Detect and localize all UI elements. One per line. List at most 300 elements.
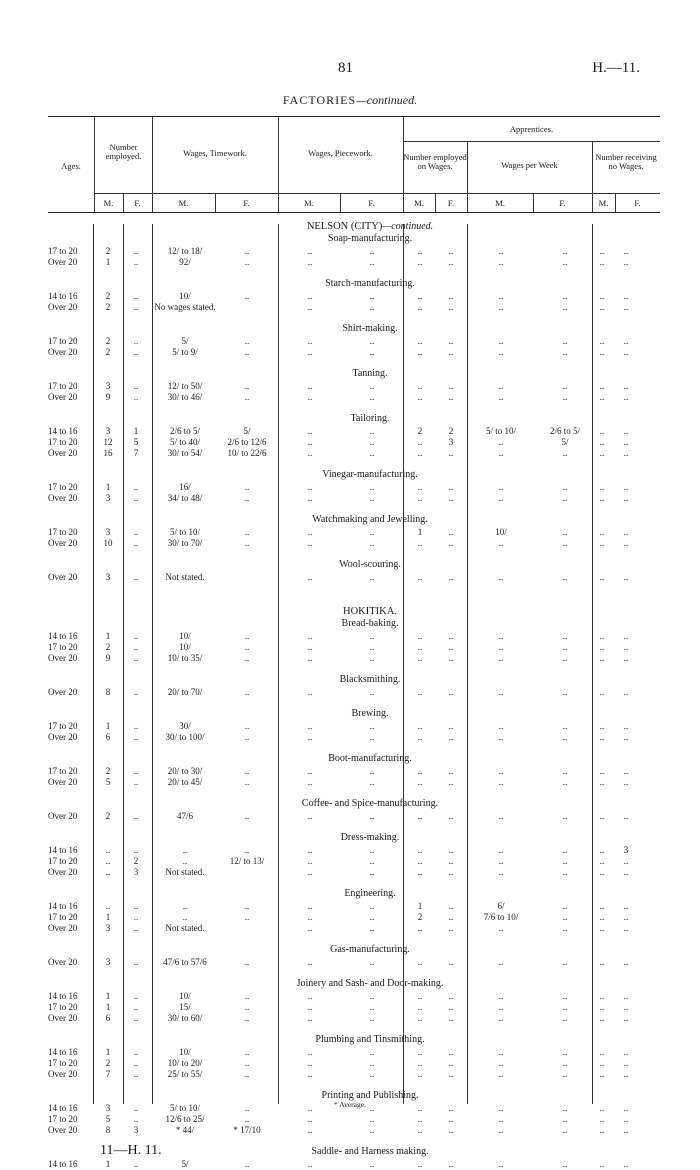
cell-timework-m: * 44/ [175,1125,195,1135]
cell-employed-f: .. [133,957,139,967]
cell-piecework-m: .. [307,1125,313,1135]
cell-timework-m: 47/6 to 57/6 [163,957,207,967]
cell-week-wage-m: .. [498,732,504,742]
table-row [0,631,700,642]
cell-piecework-m: .. [307,291,313,301]
cell-timework-f: .. [244,1058,250,1068]
cell-apprentice-f: .. [448,653,454,663]
cell-no-wage-m: .. [599,392,605,402]
cell-timework-f: * 17/10 [233,1125,261,1135]
cell-employed-m: 3 [105,527,111,537]
cell-no-wage-f: .. [623,381,629,391]
page-number: 81 [338,60,353,76]
cell-apprentice-m: .. [417,1159,423,1169]
cell-employed-m: 10 [103,538,113,548]
cell-employed-m: 2 [105,1058,111,1068]
cell-week-wage-m: .. [498,777,504,787]
cell-timework-m: 20/ to 30/ [167,766,203,776]
cell-apprentice-m: .. [417,1058,423,1068]
cell-week-wage-f: .. [562,901,568,911]
cell-no-wage-m: .. [599,437,605,447]
industry-spacer [0,822,700,832]
cell-piecework-f: .. [369,777,375,787]
cell-employed-m: 2 [105,811,111,821]
cell-employed-f: .. [133,527,139,537]
cell-apprentice-m: 2 [417,912,423,922]
cell-week-wage-f: .. [562,1002,568,1012]
cell-no-wage-m: .. [599,642,605,652]
cell-piecework-f: .. [369,257,375,267]
industry-heading: Wool-scouring. [339,559,401,570]
table-row [0,381,700,392]
cell-piecework-f: .. [369,901,375,911]
cell-piecework-f: .. [369,437,375,447]
cell-timework-m: 10/ to 35/ [167,653,203,663]
cell-week-wage-f: .. [562,811,568,821]
cell-piecework-m: .. [307,482,313,492]
cell-timework-f: .. [244,527,250,537]
cell-piecework-f: .. [369,642,375,652]
cell-employed-m: 8 [105,687,111,697]
cell-employed-f: .. [133,381,139,391]
industry-heading: Blacksmithing. [339,674,401,685]
cell-age: 14 to 16 [48,991,78,1001]
cell-apprentice-f: .. [448,1103,454,1113]
cell-no-wage-f: .. [623,1069,629,1079]
cell-age: Over 20 [48,448,78,458]
cell-piecework-m: .. [307,912,313,922]
cell-piecework-f: .. [369,302,375,312]
industry-heading: Bread-baking. [341,618,399,629]
cell-timework-m: 10/ [179,1047,191,1057]
cell-timework-f: .. [244,653,250,663]
cell-employed-f: .. [133,642,139,652]
cell-age: Over 20 [48,392,78,402]
cell-week-wage-m: 7/6 to 10/ [483,912,519,922]
cell-piecework-f: .. [369,482,375,492]
cell-piecework-f: .. [369,721,375,731]
cell-week-wage-m: 10/ [495,527,507,537]
cell-apprentice-m: .. [417,687,423,697]
cell-no-wage-f: .. [623,392,629,402]
cell-apprentice-f: .. [448,392,454,402]
cell-apprentice-f: .. [448,257,454,267]
table-row [0,642,700,653]
cell-apprentice-m: .. [417,246,423,256]
cell-timework-m: No wages stated. [154,302,216,312]
cell-employed-f: .. [133,336,139,346]
cell-apprentice-m: .. [417,721,423,731]
cell-apprentice-m: 1 [417,901,423,911]
cell-apprentice-f: .. [448,1159,454,1169]
cell-age: 17 to 20 [48,642,78,652]
cell-apprentice-f: .. [448,572,454,582]
cell-apprentice-f: .. [448,991,454,1001]
cell-apprentice-m: .. [417,1103,423,1113]
cell-employed-m: 3 [105,1103,111,1113]
cell-week-wage-f: .. [562,381,568,391]
industry-heading: Gas-manufacturing. [330,944,410,955]
cell-employed-m: 2 [105,246,111,256]
cell-age: 14 to 16 [48,845,78,855]
cell-no-wage-f: .. [623,777,629,787]
cell-employed-f: .. [133,687,139,697]
cell-piecework-m: .. [307,642,313,652]
cell-no-wage-f: .. [623,246,629,256]
cell-age: 17 to 20 [48,437,78,447]
cell-week-wage-m: .. [498,845,504,855]
cell-timework-f: .. [244,777,250,787]
cell-timework-f: 12/ to 13/ [229,856,265,866]
cell-no-wage-m: .. [599,687,605,697]
col-wages-piecework: Wages, Piecework. [308,148,373,158]
cell-no-wage-f: .. [623,291,629,301]
cell-no-wage-m: .. [599,1069,605,1079]
table-row [0,845,700,856]
cell-no-wage-m: .. [599,291,605,301]
cell-no-wage-f: .. [623,653,629,663]
cell-no-wage-m: .. [599,347,605,357]
cell-employed-f: .. [133,572,139,582]
cell-week-wage-m: .. [498,766,504,776]
table-row [0,1058,700,1069]
cell-timework-f: .. [244,347,250,357]
cell-no-wage-f: .. [623,336,629,346]
cell-no-wage-m: .. [599,1002,605,1012]
cell-apprentice-f: .. [448,381,454,391]
cell-timework-f: .. [244,392,250,402]
cell-employed-f: .. [133,1013,139,1023]
table-row [0,1114,700,1125]
table-row [0,1125,700,1136]
cell-timework-m: 30/ to 46/ [167,392,203,402]
cell-no-wage-f: .. [623,901,629,911]
cell-timework-f: .. [244,482,250,492]
cell-timework-m: 12/ to 50/ [167,381,203,391]
cell-employed-f: .. [133,777,139,787]
cell-week-wage-f: .. [562,538,568,548]
industry-spacer [0,313,700,323]
cell-apprentice-f: 3 [448,437,454,447]
cell-week-wage-f: .. [562,246,568,256]
cell-employed-f: .. [133,493,139,503]
table-row [0,721,700,732]
cell-employed-f: .. [133,302,139,312]
cell-age: 17 to 20 [48,246,78,256]
cell-apprentice-f: .. [448,687,454,697]
cell-employed-m: 2 [105,642,111,652]
cell-week-wage-m: .. [498,642,504,652]
location-note: —continued. [382,221,434,232]
cell-piecework-m: .. [307,721,313,731]
cell-piecework-f: .. [369,1114,375,1124]
cell-no-wage-f: .. [623,1013,629,1023]
cell-employed-f: .. [133,721,139,731]
cell-age: Over 20 [48,538,78,548]
cell-week-wage-f: .. [562,291,568,301]
cell-apprentice-m: .. [417,811,423,821]
cell-timework-f: .. [244,1013,250,1023]
cell-employed-f: .. [133,538,139,548]
industry-heading: Shirt-making. [342,323,398,334]
cell-piecework-m: .. [307,777,313,787]
cell-week-wage-m: .. [498,957,504,967]
table-row [0,867,700,878]
cell-piecework-m: .. [307,687,313,697]
cell-piecework-f: .. [369,912,375,922]
col-apprentices: Apprentices. [509,124,554,134]
cell-age: 17 to 20 [48,336,78,346]
cell-employed-f: .. [133,482,139,492]
cell-piecework-m: .. [307,493,313,503]
cell-week-wage-m: .. [498,482,504,492]
cell-timework-m: 12/ to 18/ [167,246,203,256]
cell-no-wage-f: .. [623,721,629,731]
cell-timework-f: .. [244,1103,250,1113]
cell-employed-m: 3 [105,426,111,436]
cell-piecework-m: .. [307,1013,313,1023]
cell-apprentice-f: .. [448,302,454,312]
cell-apprentice-f: .. [448,811,454,821]
cell-age: Over 20 [48,257,78,267]
cell-week-wage-m: .. [498,1047,504,1057]
cell-employed-m: 1 [105,1002,111,1012]
sub-m: M. [414,198,424,208]
cell-timework-f: .. [244,257,250,267]
industry-heading: Printing and Publishing. [321,1090,419,1101]
table-row [0,1159,700,1170]
cell-employed-f: .. [133,1114,139,1124]
cell-no-wage-m: .. [599,493,605,503]
cell-apprentice-f: .. [448,957,454,967]
cell-apprentice-m: .. [417,448,423,458]
cell-apprentice-m: .. [417,482,423,492]
cell-piecework-m: .. [307,1069,313,1079]
cell-apprentice-m: .. [417,538,423,548]
cell-employed-m: 12 [103,437,113,447]
cell-no-wage-f: .. [623,811,629,821]
cell-week-wage-f: .. [562,777,568,787]
cell-timework-m: 92/ [179,257,191,267]
cell-week-wage-f: .. [562,991,568,1001]
cell-week-wage-m: .. [498,867,504,877]
cell-week-wage-f: .. [562,1159,568,1169]
cell-no-wage-f: .. [623,448,629,458]
cell-timework-m: 10/ [179,991,191,1001]
industry-spacer [0,788,700,798]
cell-timework-m: .. [182,912,188,922]
cell-no-wage-f: .. [623,347,629,357]
cell-apprentice-f: .. [448,291,454,301]
table-row [0,291,700,302]
table-row [0,957,700,968]
cell-no-wage-m: .. [599,527,605,537]
table-row [0,777,700,788]
table-row [0,766,700,777]
cell-employed-m: .. [105,856,111,866]
cell-no-wage-m: .. [599,901,605,911]
cell-piecework-f: .. [369,291,375,301]
cell-piecework-m: .. [307,631,313,641]
cell-apprentice-f: .. [448,538,454,548]
cell-week-wage-f: 2/6 to 5/ [549,426,580,436]
industry-heading: Plumbing and Tinsmithing. [315,1034,425,1045]
cell-employed-f: .. [133,1069,139,1079]
cell-timework-f: .. [244,845,250,855]
cell-timework-m: 15/ [179,1002,191,1012]
cell-employed-m: 3 [105,923,111,933]
cell-piecework-f: .. [369,1047,375,1057]
cell-week-wage-f: .. [562,572,568,582]
cell-age: 14 to 16 [48,291,78,301]
cell-apprentice-m: .. [417,631,423,641]
cell-no-wage-f: .. [623,856,629,866]
cell-employed-f: .. [133,766,139,776]
cell-no-wage-f: .. [623,1047,629,1057]
cell-timework-f: .. [244,811,250,821]
cell-timework-f: 2/6 to 12/6 [227,437,267,447]
industry-heading: Joinery and Sash- and Door-making. [296,978,444,989]
cell-employed-f: .. [133,923,139,933]
cell-piecework-m: .. [307,1058,313,1068]
table-row [0,572,700,583]
cell-week-wage-m: .. [498,687,504,697]
industry-spacer [0,878,700,888]
cell-apprentice-f: .. [448,1047,454,1057]
cell-piecework-m: .. [307,572,313,582]
industry-spacer [0,403,700,413]
cell-apprentice-f: .. [448,867,454,877]
table-row [0,302,700,313]
cell-apprentice-f: .. [448,1013,454,1023]
sub-f: F. [368,198,375,208]
cell-week-wage-m: .. [498,336,504,346]
cell-no-wage-m: .. [599,482,605,492]
cell-week-wage-m: .. [498,1058,504,1068]
cell-no-wage-f: .. [623,642,629,652]
cell-age: 14 to 16 [48,901,78,911]
col-wages-timework: Wages, Timework. [183,148,247,158]
cell-timework-m: 2/6 to 5/ [169,426,200,436]
section-spacer [0,583,700,605]
cell-apprentice-m: .. [417,1047,423,1057]
cell-week-wage-f: .. [562,257,568,267]
cell-piecework-f: .. [369,381,375,391]
cell-employed-f: 3 [133,867,139,877]
page-footer: 11—H. 11. [100,1143,162,1158]
cell-piecework-m: .. [307,856,313,866]
industry-spacer [0,1024,700,1034]
table-row [0,1069,700,1080]
cell-timework-f: .. [244,493,250,503]
cell-piecework-f: .. [369,845,375,855]
cell-apprentice-m: .. [417,1125,423,1135]
cell-apprentice-f: .. [448,1069,454,1079]
cell-week-wage-f: .. [562,1125,568,1135]
cell-week-wage-m: 5/ to 10/ [485,426,516,436]
cell-piecework-f: .. [369,856,375,866]
cell-employed-m: .. [105,867,111,877]
cell-apprentice-m: 1 [417,527,423,537]
cell-week-wage-f: .. [562,527,568,537]
cell-apprentice-f: .. [448,845,454,855]
cell-no-wage-m: .. [599,811,605,821]
cell-piecework-m: .. [307,527,313,537]
cell-apprentice-m: .. [417,867,423,877]
cell-employed-f: 5 [133,437,139,447]
cell-timework-f: .. [244,901,250,911]
cell-timework-m: 30/ to 70/ [167,538,203,548]
cell-timework-m: 20/ to 70/ [167,687,203,697]
cell-week-wage-m: .. [498,721,504,731]
cell-employed-m: 1 [105,482,111,492]
cell-no-wage-f: .. [623,1125,629,1135]
industry-heading: Engineering. [344,888,396,899]
cell-week-wage-m: .. [498,302,504,312]
cell-timework-f: .. [244,721,250,731]
cell-no-wage-m: .. [599,1058,605,1068]
cell-week-wage-m: .. [498,437,504,447]
table-row [0,538,700,549]
cell-piecework-f: .. [369,347,375,357]
industry-spacer [0,549,700,559]
cell-no-wage-m: .. [599,448,605,458]
industry-heading: Saddle- and Harness making. [311,1146,429,1157]
cell-no-wage-f: .. [623,257,629,267]
cell-piecework-m: .. [307,991,313,1001]
cell-apprentice-m: .. [417,957,423,967]
cell-timework-m: 5/ to 10/ [169,1103,200,1113]
table-row [0,246,700,257]
cell-week-wage-f: .. [562,653,568,663]
table-row [0,901,700,912]
cell-week-wage-m: .. [498,246,504,256]
cell-no-wage-f: .. [623,631,629,641]
cell-week-wage-m: .. [498,572,504,582]
cell-piecework-m: .. [307,426,313,436]
cell-apprentice-m: .. [417,642,423,652]
cell-timework-f: .. [244,1159,250,1169]
industry-spacer [0,504,700,514]
cell-piecework-f: .. [369,527,375,537]
cell-employed-f: 2 [133,856,139,866]
cell-apprentice-m: .. [417,392,423,402]
industry-heading: Brewing. [351,708,389,719]
location-heading [40,220,700,233]
cell-age: 17 to 20 [48,766,78,776]
table-row [0,811,700,822]
cell-no-wage-f: .. [623,1103,629,1113]
cell-no-wage-f: .. [623,732,629,742]
cell-piecework-m: .. [307,437,313,447]
cell-timework-m: 5/ to 9/ [172,347,198,357]
cell-employed-f: .. [133,845,139,855]
cell-piecework-f: .. [369,1159,375,1169]
cell-age: 14 to 16 [48,1047,78,1057]
cell-piecework-m: .. [307,347,313,357]
cell-apprentice-m: .. [417,572,423,582]
cell-no-wage-m: .. [599,721,605,731]
cell-timework-m: 20/ to 45/ [167,777,203,787]
cell-apprentice-m: .. [417,291,423,301]
cell-employed-m: 1 [105,631,111,641]
cell-piecework-m: .. [307,732,313,742]
cell-employed-m: .. [105,845,111,855]
cell-week-wage-m: .. [498,538,504,548]
cell-employed-m: 2 [105,766,111,776]
cell-piecework-f: .. [369,336,375,346]
location-name: NELSON (CITY) [306,221,383,232]
